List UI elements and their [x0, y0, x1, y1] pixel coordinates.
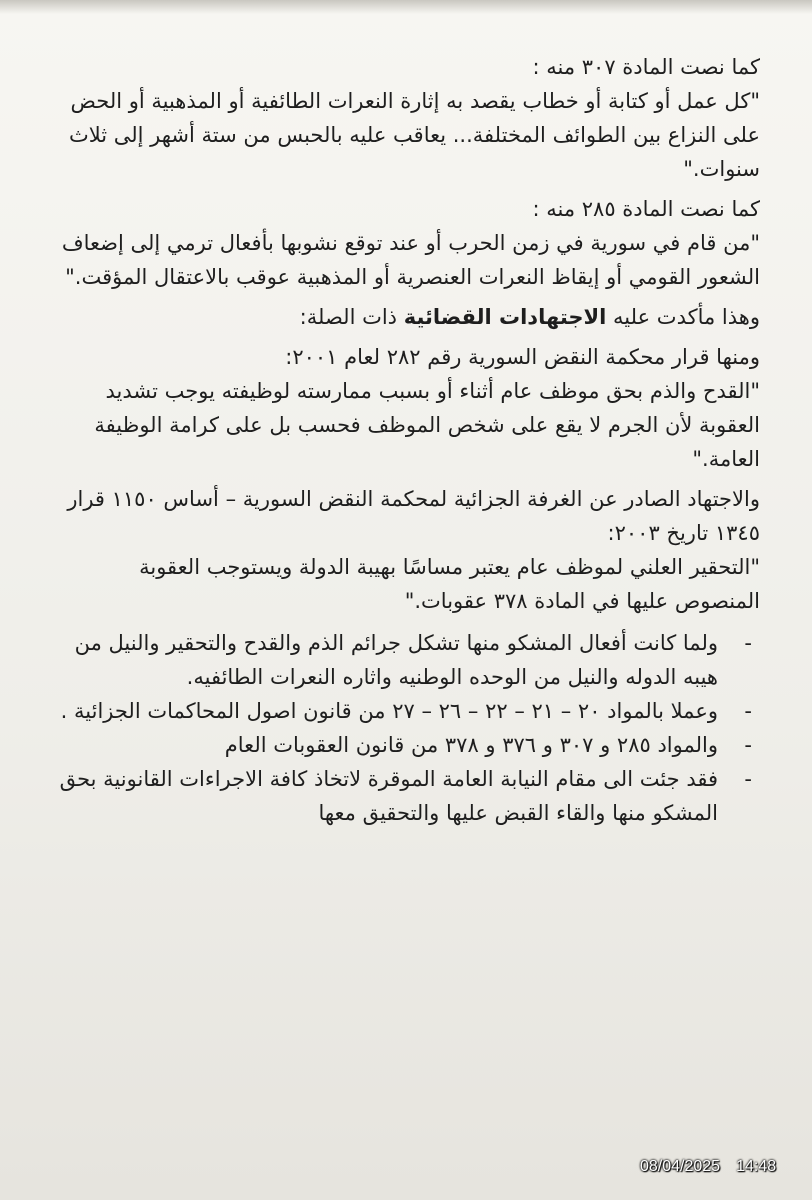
timestamp-date: 08/04/2025 [640, 1158, 721, 1175]
page-edge-shadow [0, 0, 812, 14]
document-body [48, 50, 760, 830]
criminal-chamber-quote: "التحقير العلني لموظف عام يعتبر مساسًا بهيبة الدولة ويستوجب العقوبة المنصوص عليها في المادة ٣٧٨ عقوبات." [139, 555, 760, 614]
jurisprudence-intro-prefix: وهذا مأكدت عليه [606, 305, 760, 330]
cassation-decision-quote: "القدح والذم بحق موظف عام أثناء أو بسبب ممارسته لوظيفته يوجب تشديد العقوبة لأن الجرم لا يقع على شخص الموظف فحسب بل على كرامة الوظيفة العامة." [94, 379, 760, 472]
timestamp-time: 14:48 [736, 1158, 777, 1175]
list-item: - وعملا بالمواد ٢٠ – ٢١ – ٢٢ – ٢٦ – ٢٧ من قانون اصول المحاكمات الجزائية . [48, 694, 760, 728]
list-item: - والمواد ٢٨٥ و ٣٠٧ و ٣٧٦ و ٣٧٨ من قانون العقوبات العام [48, 728, 760, 762]
cassation-decision-heading: ومنها قرار محكمة النقض السورية رقم ٢٨٢ لعام ٢٠٠١: [285, 345, 760, 370]
criminal-chamber-heading: والاجتهاد الصادر عن الغرفة الجزائية لمحكمة النقض السورية – أساس ١١٥٠ قرار ١٣٤٥ تاريخ ٢٠٠٣: [67, 487, 760, 546]
jurisprudence-intro-suffix: ذات الصلة: [299, 305, 404, 330]
article-285-quote: "من قام في سورية في زمن الحرب أو عند توقع نشوبها بأفعال ترمي إلى إضعاف الشعور القومي أو إيقاظ النعرات العنصرية أو المذهبية عوقب بالاعتقال المؤقت." [61, 231, 760, 290]
jurisprudence-intro [48, 300, 760, 334]
list-item: - ولما كانت أفعال المشكو منها تشكل جرائم الذم والقدح والتحقير والنيل من هيبه الدوله والنيل من الوحده الوطنيه واثاره النعرات الطائفيه. [48, 626, 760, 694]
article-307-heading: كما نصت المادة ٣٠٧ منه : [532, 55, 760, 79]
article-307-quote: "كل عمل أو كتابة أو خطاب يقصد به إثارة النعرات الطائفية أو المذهبية أو الحض على النزاع بين الطوائف المختلفة... يعاقب عليه بالحبس من ستة أشهر إلى ثلاث سنوات." [68, 89, 760, 182]
conclusions-list [48, 626, 760, 830]
jurisprudence-intro-bold: الاجتهادات القضائية [403, 305, 607, 330]
article-285-heading: كما نصت المادة ٢٨٥ منه : [532, 197, 760, 222]
photo-timestamp [640, 1158, 776, 1176]
list-item: - فقد جئت الى مقام النيابة العامة الموقرة لاتخاذ كافة الاجراءات القانونية بحق المشكو منها والقاء القبض عليها والتحقيق معها [48, 762, 760, 830]
